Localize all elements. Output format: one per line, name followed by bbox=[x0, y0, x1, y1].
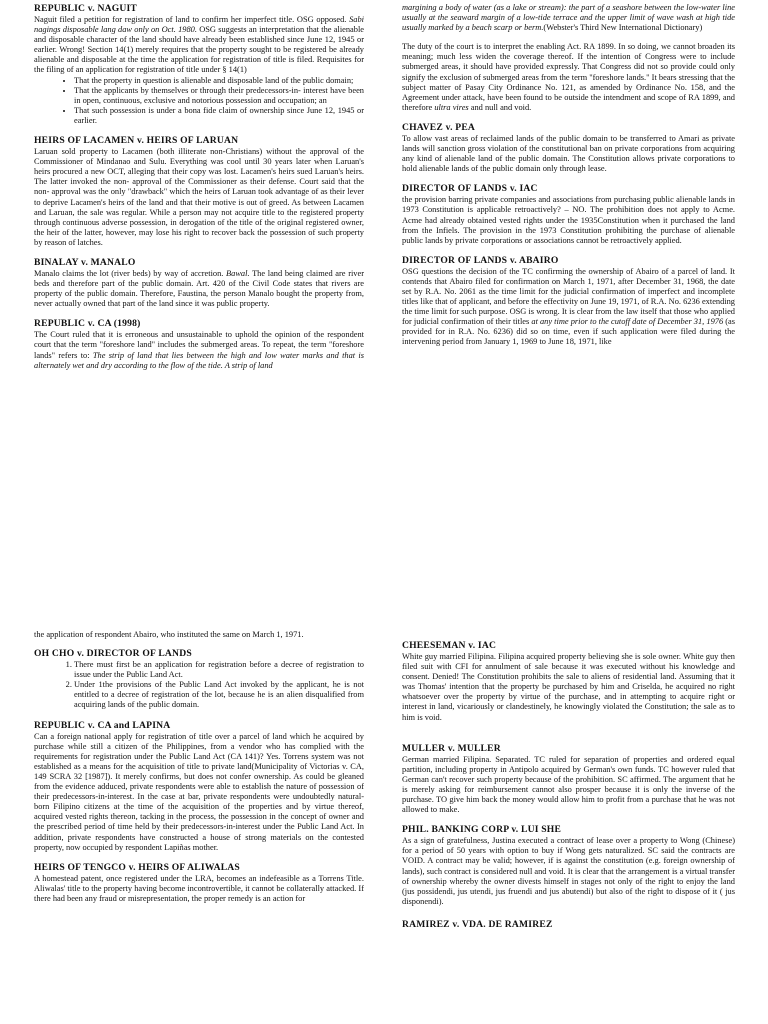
left-column-top bbox=[34, 3, 364, 553]
case-republic-ca-continuation bbox=[402, 3, 735, 113]
case-binalay-manalo bbox=[34, 257, 364, 309]
list-item: • That the property in question is alienable and disposable land of the public domain; bbox=[74, 76, 364, 86]
case-body: the provision barring private companies and associations from purchasing public alienable lands in 1973 Constitution is applicable retroactively? – NO. The prohibition does not apply to Acme. Acme had already obtained vested rights under the 1935Constitution when it purchased the land from the Infiels. The provision in the 1973 Constitution prohibiting the purchase of alienable public lands by private corporations or associations cannot be retroactively applied. bbox=[402, 195, 735, 245]
case-ramirez bbox=[402, 919, 735, 930]
case-title: BINALAY v. MANALO bbox=[34, 256, 136, 268]
case-body: Can a foreign national apply for registration of title over a parcel of land which he acquired by purchase while still a citizen of the Philippines, from a vendor who has complied with the requirements for registration under the Public Land Act (CA 141)? Yes. Torrens system was not established as a means for the acquisition of title to private land(Municipality of Victorias v. CA, 149 SCRA 32 [1987]). It merely confirms, but does not confer ownership. As could be gleaned from the evidence adduced, private respondents were able to establish the nature of possession of their predecessors-in-interest. In the case at bar, private respondents were undoubtedly natural-born Filipino citizens at the time of the acquisition of the properties and by virtue thereof, acquired vested rights thereon, tacking in the process, the possession in the concept of owner and the prescribed period of time held by their predecessors-in-interest under the Public Land Act. In addition, private respondents have constructed a house of strong materials on the contested property, now occupied by respondent Lapiñas mother. bbox=[34, 731, 364, 852]
body-text: (Webster's Third New International Dictionary) bbox=[543, 23, 703, 33]
right-column-bottom bbox=[402, 640, 735, 1024]
case-title: REPUBLIC v. CA and LAPINA bbox=[34, 719, 171, 731]
case-title: DIRECTOR OF LANDS v. IAC bbox=[402, 183, 538, 195]
case-body: White guy married Filipina. Filipina acquired property believing she is sole owner. White guy then filed suit with CFI for annulment of sale because it was executed without his knowledge and consent. Denied! The Constitution prohibits the sale to aliens of residential land. Assuming that it was Thomas' intention that the property be purchased by him and Criselda, he acquired no right whatsoever over the property by virtue of the purchase, and in attempting to acquire right or interest in land, vicariously or clandestinely, he knowingly violated the Constitution; the sale as to him is void. bbox=[402, 652, 735, 722]
case-heirs-tengco bbox=[34, 862, 364, 904]
case-title: CHAVEZ v. PEA bbox=[402, 121, 476, 133]
body-italic-text: ultra vires bbox=[434, 102, 469, 112]
continuation-text: the application of respondent Abairo, who instituted the same on March 1, 1971. bbox=[34, 630, 304, 639]
case-muller-muller bbox=[402, 743, 735, 816]
case-title: REPUBLIC v. NAGUIT bbox=[34, 3, 138, 14]
body-italic-text: margining a body of water (as a lake or stream): the part of a seashore between the low-water line usually at the seaward margin of a low-tide terrace and the upper limit of wave wash at high tide usually marked by a beach scarp or berm. bbox=[402, 3, 735, 33]
case-heirs-lacamen bbox=[34, 135, 364, 248]
case-body bbox=[34, 269, 364, 309]
list-item: • That such possession is under a bona fide claim of ownership since June 12, 1945 or earlier. bbox=[74, 106, 364, 126]
case-body bbox=[34, 15, 364, 76]
case-title: REPUBLIC v. CA (1998) bbox=[34, 318, 141, 330]
case-chavez-pea bbox=[402, 122, 735, 174]
case-body: As a sign of gratefulness, Justina executed a contract of lease over a property to Wong (Chinese) for a period of 50 years with option to buy if Wong gets naturalized. SC said the contracts are VOID. A contract may be valid; however, if is against the constitution (e.g. foreign ownership of lands), such contract is considered null and void. It is clear that the arrangement is a virtual transfer of ownership whereby the owner divests himself in stages not only of the right to enjoy the land (jus possidendi, jus utendi, jus fruendi and jus abutendi) but also of the right to dispose of it ( jus disponendi). bbox=[402, 836, 735, 906]
body-text: The duty of the court is to interpret the enabling Act. RA 1899. In so doing, we cannot broaden its meaning; much less widen the coverage thereof. If the intention of Congress were to include submerged areas, it should have provided expressly. That Congress did not so provide could only signify the exclusion of submerged areas from the term "foreshore lands." It bears stressing that the subject matter of Pasay City Ordinance No. 121, as amended by Ordinance No. 158, and the Agreement under attack, have been found to be outside the intendment and scope of RA 1899, and therefore bbox=[402, 42, 735, 112]
requisites-list bbox=[34, 76, 364, 126]
case-republic-ca-1998 bbox=[34, 318, 364, 370]
body-text: The land being claimed are river beds and therefore part of the public domain. Art. 420 of the Civil Code states that rivers are property of the public domain. Therefore, Faustina, the person Manalo bought the property from, never actually owned that part of the land since it was public property. bbox=[34, 268, 364, 309]
body-italic-text: Sabi nagings disposable lang daw only on Oct. 1980. bbox=[34, 15, 364, 35]
case-title: HEIRS OF TENGCO v. HEIRS OF ALIWALAS bbox=[34, 861, 240, 873]
body-text: (as provided for in R.A. No. 6236) did so on time, even if such application were filed during the intervening period from January 1, 1969 to June 18, 1971, like bbox=[402, 317, 735, 347]
case-director-abairo bbox=[402, 255, 735, 348]
numbered-list bbox=[34, 660, 364, 710]
case-body bbox=[402, 267, 735, 348]
body-italic-text: at any time prior to the cutoff date of December 31, 1976 bbox=[531, 317, 724, 327]
case-title: MULLER v. MULLER bbox=[402, 742, 501, 754]
body-text: Manalo claims the lot (river beds) by way of accretion. bbox=[34, 268, 227, 278]
case-title: HEIRS OF LACAMEN v. HEIRS OF LARUAN bbox=[34, 135, 239, 147]
right-column-top bbox=[402, 3, 735, 563]
body-text: OSG suggests an interpretation that the alienable and disposable character of the land should have already been established since June 12, 1945 or earlier. Wrong! Section 14(1) merely requires that the property sought to be registered be already alienable and disposable at the time the application for registration of title is filed. Requisites for the filing of an application for registration of title under § 14(1) bbox=[34, 25, 364, 75]
case-title: OH CHO v. DIRECTOR OF LANDS bbox=[34, 648, 192, 660]
case-oh-cho bbox=[34, 648, 364, 710]
case-body bbox=[402, 42, 735, 113]
body-text: and null and void. bbox=[468, 102, 532, 112]
case-director-iac bbox=[402, 183, 735, 245]
list-item: • That the applicants by themselves or through their predecessors-in- interest have been in open, continuous, exclusive and notorious possession and occupation; an bbox=[74, 86, 364, 106]
case-cheeseman-iac bbox=[402, 640, 735, 723]
body-text: OSG questions the decision of the TC confirming the ownership of Abairo of a parcel of land. It contends that Abairo filed for confirmation on March 1, 1971, after December 31, 1968, the date set by R.A. No. 2061 as the time limit for the judicial confirmation of imperfect and incomplete titles like that of applicant, and before the effectivity on June 19, 1971, of R.A. No. 6236 extending the time limit for such purpose. OSG is wrong. It is clear from the law itself that those who applied for judicial confirmation of their titles bbox=[402, 266, 735, 327]
body-text: Naguit filed a petition for registration of land to confirm her imperfect title. OSG opposed. bbox=[34, 15, 350, 24]
case-republic-naguit bbox=[34, 3, 364, 126]
continuation-text bbox=[402, 3, 735, 33]
case-title: RAMIREZ v. VDA. DE RAMIREZ bbox=[402, 918, 553, 930]
body-italic-text: The strip of land that lies between the high and low water marks and that is alternately wet and dry according to the flow of the tide. A strip of land bbox=[34, 350, 364, 370]
list-item: 2. Under 1the provisions of the Public Land Act invoked by the applicant, he is not entitled to a decree of registration of the lot, because he is an alien disqualified from acquiring lands of the public domain. bbox=[74, 680, 364, 710]
case-title: DIRECTOR OF LANDS v. ABAIRO bbox=[402, 254, 559, 266]
left-column-bottom bbox=[34, 630, 364, 1024]
list-item: 1. There must first be an application for registration before a decree of registration to issue under the Public Land Act. bbox=[74, 660, 364, 680]
case-phil-banking bbox=[402, 824, 735, 907]
case-body bbox=[34, 330, 364, 370]
case-body: Laruan sold property to Lacamen (both illiterate non-Christians) without the approval of the Commissioner of Mindanao and Sulu. Everything was cool until 30 years later when Laruan's heirs procured a new OCT, alleging that their copy was lost. Lacamen's heirs sued Laruan's heirs. The latter invoked the non- approval of the Commissioner as their defense. Court said that the non- approval was the only "drawback" which the heirs of Laruan took advantage of as their lever to deprive Lacamen's heirs of the land and that their motive is out of greed. As between Lacamen and Laruan, the sale was regular. While a person may not acquire title to the registered property through continuous adverse possession, in derogation of the title of the original registered owner, the heir of the latter, however, may lose his right to recover back the possession of such property by reason of latches. bbox=[34, 147, 364, 247]
body-text: The Court ruled that it is erroneous and unsustainable to uphold the opinion of the respondent court that the term "foreshore land" includes the submerged areas. To repeat, the term "foreshore lands" refers to: bbox=[34, 330, 364, 360]
case-title: PHIL. BANKING CORP v. LUI SHE bbox=[402, 824, 562, 836]
body-italic-text: Bawal. bbox=[226, 268, 250, 278]
case-body: A homestead patent, once registered under the LRA, becomes an indefeasible as a Torrens Title. Aliwalas' title to the property having become incontrovertible, it cannot be collaterally attacked. If there had been any fraud or misrepresentation, the proper remedy is an action for bbox=[34, 873, 364, 903]
case-republic-lapina bbox=[34, 720, 364, 853]
case-title: CHEESEMAN v. IAC bbox=[402, 640, 497, 651]
case-body: German married Filipina. Separated. TC ruled for separation of properties and ordered equal partition, including property in Antipolo acquired by German's own funds. TC however ruled that German can't recover such property because of the prohibition. SC affirmed. The argument that he is merely asking for reimbursement cannot also prosper because it is only the inverse of the purchase. TO give him back the money would allow him to profit from a purchase that he was not allowed to make. bbox=[402, 754, 735, 815]
case-body: To allow vast areas of reclaimed lands of the public domain to be transferred to Amari as private lands will sanction gross violation of the constitutional ban on private corporations from acquiring any kind of alienable land of the public domain. The Constitution allows private corporations to hold alienable lands of the public domain only through lease. bbox=[402, 133, 735, 174]
